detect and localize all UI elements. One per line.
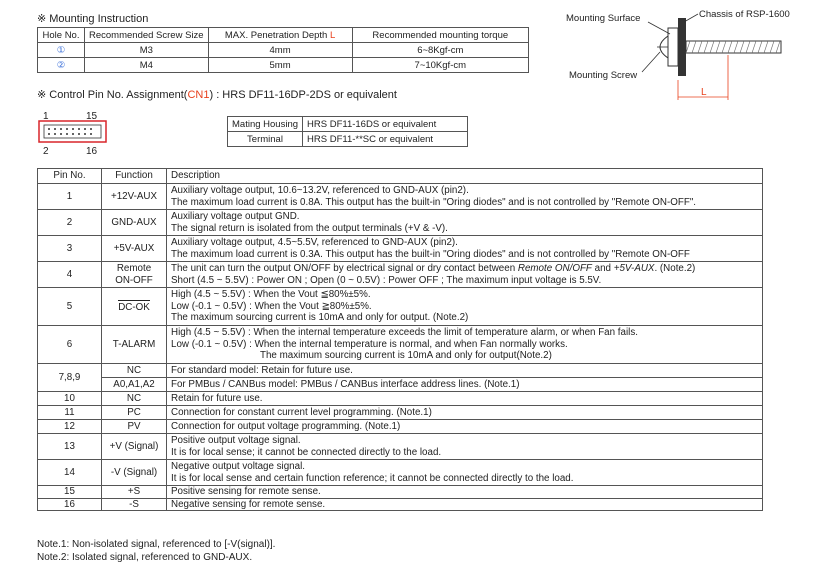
desc-12: Connection for output voltage programming. (Note.1): [167, 420, 763, 434]
mating-label-2: Terminal: [228, 132, 303, 147]
header-depth: [208, 28, 352, 43]
desc-4: [167, 262, 763, 288]
cp-title-suffix: ) : HRS DF11-16DP-2DS or equivalent: [209, 89, 397, 101]
screw-2: M4: [85, 58, 209, 73]
desc-line: The maximum sourcing current is 10mA and only for output. (Note.2): [171, 312, 469, 324]
header-description: Description: [167, 169, 763, 184]
pin-12: 12: [38, 420, 102, 434]
desc-line: Positive output voltage signal.: [171, 434, 301, 446]
pin-1: 1: [38, 184, 102, 210]
desc-line: Auxiliary voltage output GND.: [171, 210, 300, 222]
fn-4: [102, 262, 167, 288]
torque-2: 7~10Kgf-cm: [352, 58, 528, 73]
desc-line: [171, 263, 758, 275]
table-row: [38, 460, 763, 486]
cp-title-prefix: ※ Control Pin No. Assignment(: [37, 89, 188, 101]
desc-3: [167, 236, 763, 262]
desc-6: [167, 326, 763, 364]
table-row: [38, 326, 763, 364]
header-screw: Recommended Screw Size: [85, 28, 209, 43]
fn-12: PV: [102, 420, 167, 434]
pin-13: 13: [38, 434, 102, 460]
desc-line: Negative output voltage signal.: [171, 460, 305, 472]
pin-label-1: 1: [43, 111, 49, 122]
fn-16: -S: [102, 498, 167, 511]
table-row: [38, 392, 763, 406]
desc-line: The maximum load current is 0.8A. This output has the built-in "Oring diodes" and is not controlled by "Remote ON-OFF".: [171, 196, 697, 208]
header-depth-L: L: [329, 29, 336, 41]
pin-15: 15: [38, 486, 102, 499]
pin-11: 11: [38, 406, 102, 420]
table-row: [38, 288, 763, 326]
header-depth-text: MAX. Penetration Depth: [224, 29, 330, 41]
fn-10: NC: [102, 392, 167, 406]
pin-14: 14: [38, 460, 102, 486]
header-hole: Hole No.: [38, 28, 85, 43]
fn-1: +12V-AUX: [102, 184, 167, 210]
fn-7a: NC: [102, 364, 167, 378]
pin-label-15: 15: [86, 111, 98, 122]
fn-line: Remote: [116, 262, 152, 274]
pin-5: 5: [38, 288, 102, 326]
header-pin: Pin No.: [38, 169, 102, 184]
mounting-diagram: [560, 0, 810, 110]
desc-5: [167, 288, 763, 326]
pin-16: 16: [38, 498, 102, 511]
L-dimension-label: L: [701, 87, 707, 98]
fn-7b: A0,A1,A2: [102, 378, 167, 392]
desc-line: Low (-0.1 ~ 0.5V) : When the Vout ≧80%±5%.: [171, 300, 372, 312]
pin-2: 2: [38, 210, 102, 236]
desc-part: +5V-AUX: [613, 262, 655, 274]
table-row: [38, 498, 763, 511]
desc-1: [167, 184, 763, 210]
desc-14: [167, 460, 763, 486]
table-row: [38, 486, 763, 499]
desc-line: The signal return is isolated from the output terminals (+V & -V).: [171, 222, 448, 234]
pin-7-8-9: 7,8,9: [38, 364, 102, 392]
mating-label-1: Mating Housing: [228, 117, 303, 132]
cp-title-cn: CN1: [187, 89, 210, 101]
table-row: [38, 364, 763, 378]
torque-1: 6~8Kgf-cm: [352, 43, 528, 58]
desc-part: Remote ON/OFF: [517, 262, 592, 274]
desc-10: Retain for future use.: [167, 392, 763, 406]
fn-5: [102, 288, 167, 326]
desc-7a: For standard model: Retain for future use.: [167, 364, 763, 378]
fn-13: +V (Signal): [102, 434, 167, 460]
mating-value-1: HRS DF11-16DS or equivalent: [303, 117, 468, 132]
pin-6: 6: [38, 326, 102, 364]
fn-text: DC-OK: [118, 301, 150, 313]
fn-6: T-ALARM: [102, 326, 167, 364]
surface-label: Mounting Surface: [566, 13, 641, 24]
screw-1: M3: [85, 43, 209, 58]
hole-1: ①: [38, 43, 85, 58]
mating-value-2: HRS DF11-**SC or equivalent: [303, 132, 468, 147]
desc-line: High (4.5 ~ 5.5V) : When the Vout ≦80%±5%.: [171, 289, 371, 301]
desc-line: It is for local sense; it cannot be connected directly to the load.: [171, 446, 442, 458]
table-row: [38, 58, 529, 73]
depth-1: 4mm: [208, 43, 352, 58]
fn-11: PC: [102, 406, 167, 420]
desc-line: Short (4.5 ~ 5.5V) : Power ON ; Open (0 ~ 0.5V) : Power OFF ; The maximum input voltage is 5.5V.: [171, 274, 602, 286]
header-function: Function: [102, 169, 167, 184]
desc-11: Connection for constant current level programming. (Note.1): [167, 406, 763, 420]
note-2: Note.2: Isolated signal, referenced to GND-AUX.: [37, 552, 253, 563]
depth-2: 5mm: [208, 58, 352, 73]
table-row: [38, 169, 763, 184]
control-pin-title: [37, 88, 397, 101]
desc-line: The maximum load current is 0.3A. This output has the built-in "Oring diodes" and is not controlled by "Remote ON-OFF: [171, 248, 690, 260]
pin-3: 3: [38, 236, 102, 262]
table-row: [38, 210, 763, 236]
desc-part: . (Note.2): [654, 262, 696, 274]
table-row: [38, 262, 763, 288]
pin-label-2: 2: [43, 146, 49, 157]
notes: [37, 538, 275, 564]
mounting-title: ※ Mounting Instruction: [37, 13, 149, 25]
table-row: [38, 184, 763, 210]
pin-label-16: 16: [86, 146, 98, 157]
desc-15: Positive sensing for remote sense.: [167, 486, 763, 499]
desc-16: Negative sensing for remote sense.: [167, 498, 763, 511]
desc-line: It is for local sense and certain function reference; it cannot be connected directly to the load.: [171, 472, 574, 484]
desc-part: and: [591, 262, 614, 274]
desc-7b: For PMBus / CANBus model: PMBus / CANBus interface address lines. (Note.1): [167, 378, 763, 392]
fn-line: ON-OFF: [115, 274, 153, 286]
desc-line: The maximum sourcing current is 10mA and only for output(Note.2): [260, 350, 552, 362]
chassis-wall: [678, 18, 686, 76]
fn-15: +S: [102, 486, 167, 499]
desc-line: High (4.5 ~ 5.5V) : When the internal temperature exceeds the limit of temperature alarm, or when Fan fails.: [171, 327, 638, 339]
desc-2: [167, 210, 763, 236]
connector-icon: [38, 120, 108, 144]
table-row: [38, 420, 763, 434]
table-row: [228, 132, 468, 147]
pin-4: 4: [38, 262, 102, 288]
table-row: [38, 43, 529, 58]
table-row: [38, 406, 763, 420]
mating-table: [227, 116, 468, 147]
fn-14: -V (Signal): [102, 460, 167, 486]
table-row: [38, 378, 763, 392]
table-row: [228, 117, 468, 132]
table-row: [38, 28, 529, 43]
fn-2: GND-AUX: [102, 210, 167, 236]
screw-label: Mounting Screw: [569, 70, 638, 81]
table-row: [38, 236, 763, 262]
desc-line: Auxiliary voltage output, 4.5~5.5V, referenced to GND-AUX (pin2).: [171, 236, 458, 248]
mounting-table: [37, 27, 529, 73]
fn-3: +5V-AUX: [102, 236, 167, 262]
hole-2: ②: [38, 58, 85, 73]
table-row: [38, 434, 763, 460]
desc-part: The unit can turn the output ON/OFF by electrical signal or dry contact between: [171, 262, 518, 274]
pin-10: 10: [38, 392, 102, 406]
header-torque: Recommended mounting torque: [352, 28, 528, 43]
desc-line: Auxiliary voltage output, 10.6~13.2V, referenced to GND-AUX (pin2).: [171, 184, 469, 196]
pin-table: [37, 168, 763, 511]
desc-line: Low (-0.1 ~ 0.5V) : When the internal temperature is normal, and when Fan normally works.: [171, 338, 568, 350]
chassis-label: Chassis of RSP-1600: [699, 9, 790, 20]
note-1: Note.1: Non-isolated signal, referenced to [-V(signal)].: [37, 539, 276, 550]
desc-13: [167, 434, 763, 460]
